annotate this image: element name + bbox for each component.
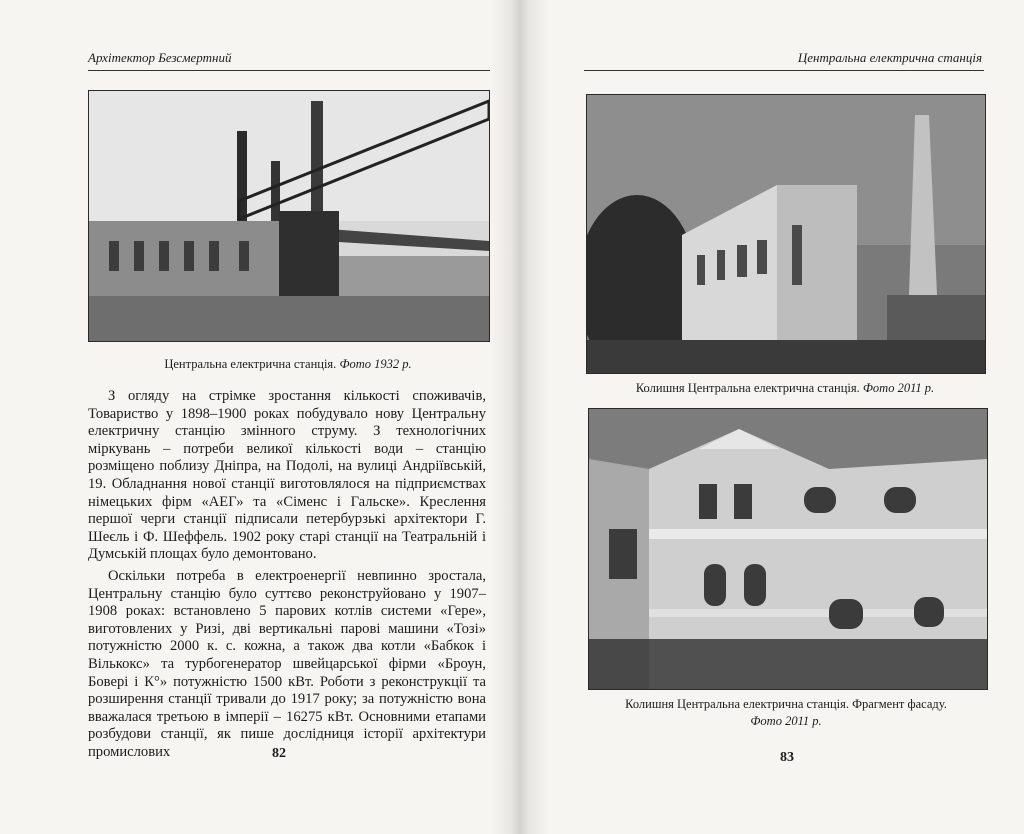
- right-photo2-caption-text: Колишня Центральна електрична станція. Фрагмент фасаду.: [625, 697, 947, 711]
- left-body-text: [88, 388, 486, 765]
- right-page-number: 83: [780, 750, 794, 765]
- right-header-rule: [584, 70, 984, 71]
- left-running-head: Архітектор Безсмертний: [88, 50, 232, 65]
- facade-fragment-photo: [588, 408, 988, 690]
- paragraph-2: Оскільки потреба в електроенергії невпинно зростала, Центральну станцію було суттєво реконструйовано у 1907–1908 роках: встановлено 5 парових котлів системи «Гере», виготовлених у Ризі, дві вертикальні парові машини «Тозі» потужністю 2000 к. с. кожна, а також два котли «Бабкок і Вількокс» та турбогенератор швейцарської фірми «Броун, Бовері і К°» потужністю 1500 кВт. Роботи з реконструкції та розширення станції тривали до 1917 року; за потужністю вона вважалася третьою в імперії – 16275 кВт. Основними етапами розбудови станції, як пише дослідниця історії архітектури промислових: [88, 567, 486, 760]
- right-photo1-caption-credit: Фото 2011 р.: [862, 381, 935, 395]
- right-page: [512, 0, 1024, 834]
- left-header-rule: [88, 70, 490, 71]
- left-page-number: 82: [272, 746, 286, 761]
- left-photo-caption: [88, 356, 488, 373]
- left-caption-text: Центральна електрична станція.: [164, 357, 337, 371]
- right-photo2-caption: [586, 696, 986, 730]
- right-running-head: Центральна електрична станція: [797, 50, 982, 65]
- right-photo1-caption-text: Колишня Центральна електрична станція.: [635, 381, 860, 395]
- paragraph-1: З огляду на стрімке зростання кількості споживачів, Товариство у 1898–1900 роках побудувало нову Центральну електричну станцію змінного струму. З технологічних міркувань – потреби великої кількості води – станцію розміщено поблизу Дніпра, на Подолі, на вулиці Андріївській, 19. Обладнання нової станції виготовлялося на підприємствах німецьких фірм «АЕГ» та «Сіменс і Гальске». Креслення першої черги станції підписали петербурзькі архітектори Г. Шеєль і Ф. Шеффель. 1902 року старі станції на Театральній і Думській площах було демонтовано.: [88, 388, 486, 563]
- power-station-1932-photo: [88, 90, 490, 342]
- right-photo1-caption: [586, 380, 984, 397]
- power-station-2011-photo: [586, 94, 986, 374]
- right-photo2-caption-credit: Фото 2011 р.: [750, 714, 822, 728]
- left-caption-credit: Фото 1932 р.: [339, 357, 412, 371]
